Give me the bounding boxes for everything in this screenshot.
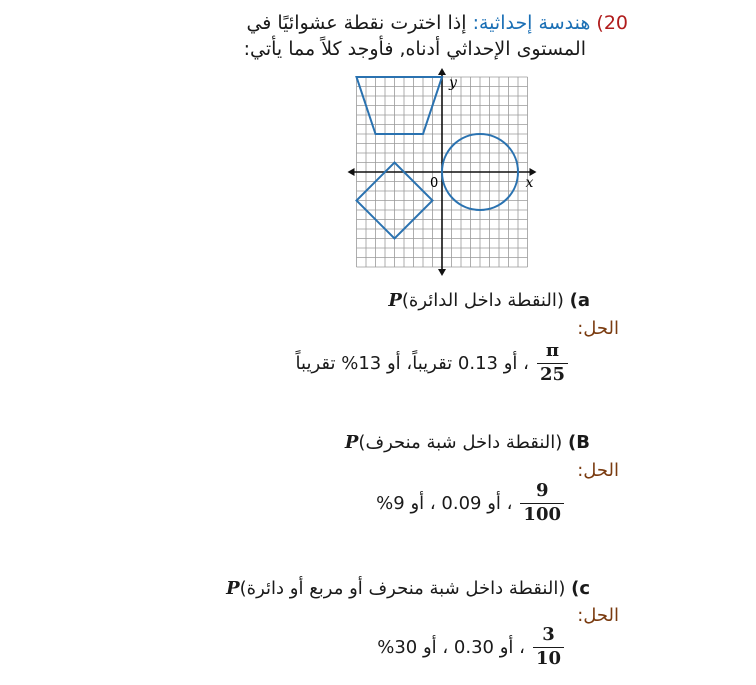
part-c-fraction <box>533 626 564 669</box>
part-b-text: (النقطة داخل شبة منحرف) <box>358 432 563 453</box>
question-header <box>246 12 628 34</box>
y-axis-arrow-down <box>438 269 446 276</box>
part-b-fraction-denominator: 100 <box>523 504 561 526</box>
part-a-answer <box>296 342 568 385</box>
part-c-prompt <box>226 578 590 599</box>
part-c-text: (النقطة داخل شبة منحرف أو مربع أو دائرة) <box>239 578 566 599</box>
y-axis-label: y <box>449 75 457 91</box>
part-c-answer-text: ، أو 0.30 ، أو 30% <box>377 637 525 659</box>
y-axis-arrow-up <box>438 68 446 75</box>
origin-label: 0 <box>430 176 439 191</box>
x-axis-label: x <box>525 175 534 191</box>
part-c-solution-label: الحل: <box>577 605 619 626</box>
part-b-solution-label: الحل: <box>577 460 619 481</box>
part-a-fraction-denominator: 25 <box>539 364 565 386</box>
part-a-solution-label: الحل: <box>577 318 619 339</box>
part-a-fraction <box>537 342 568 385</box>
part-b-fraction <box>520 482 564 525</box>
part-b-p-symbol: P <box>344 432 359 453</box>
part-a-answer-text: ، أو 0.13 تقريباً، أو 13% تقريباً <box>295 353 529 375</box>
x-axis-arrow-left <box>348 168 355 176</box>
part-b-prompt <box>345 432 590 453</box>
part-c-label: c) <box>571 578 590 599</box>
part-c-fraction-numerator: 3 <box>542 624 555 645</box>
part-a-label: a) <box>569 290 590 311</box>
question-topic: هندسة إحداثية: <box>472 12 591 34</box>
coordinate-graph <box>352 74 532 274</box>
part-b-answer <box>376 482 564 525</box>
part-c-answer <box>377 626 564 669</box>
part-a-text: (النقطة داخل الدائرة) <box>401 290 564 311</box>
part-a-fraction-numerator: π <box>545 340 560 361</box>
part-a-p-symbol: P <box>388 290 402 311</box>
part-b-answer-text: ، أو 0.09 ، أو 9% <box>376 493 513 515</box>
question-number: 20) <box>596 12 628 34</box>
question-text-line1: إذا اخترت نقطة عشوائيًا في <box>246 12 467 34</box>
part-c-fraction-denominator: 10 <box>535 648 561 670</box>
question-text-line2: المستوى الإحداثي أدناه, فأوجد كلاً مما يأتي: <box>243 38 586 60</box>
part-c-p-symbol: P <box>226 578 240 599</box>
part-a-prompt <box>388 290 590 311</box>
part-b-fraction-numerator: 9 <box>535 480 549 501</box>
part-b-label: B) <box>568 432 590 453</box>
